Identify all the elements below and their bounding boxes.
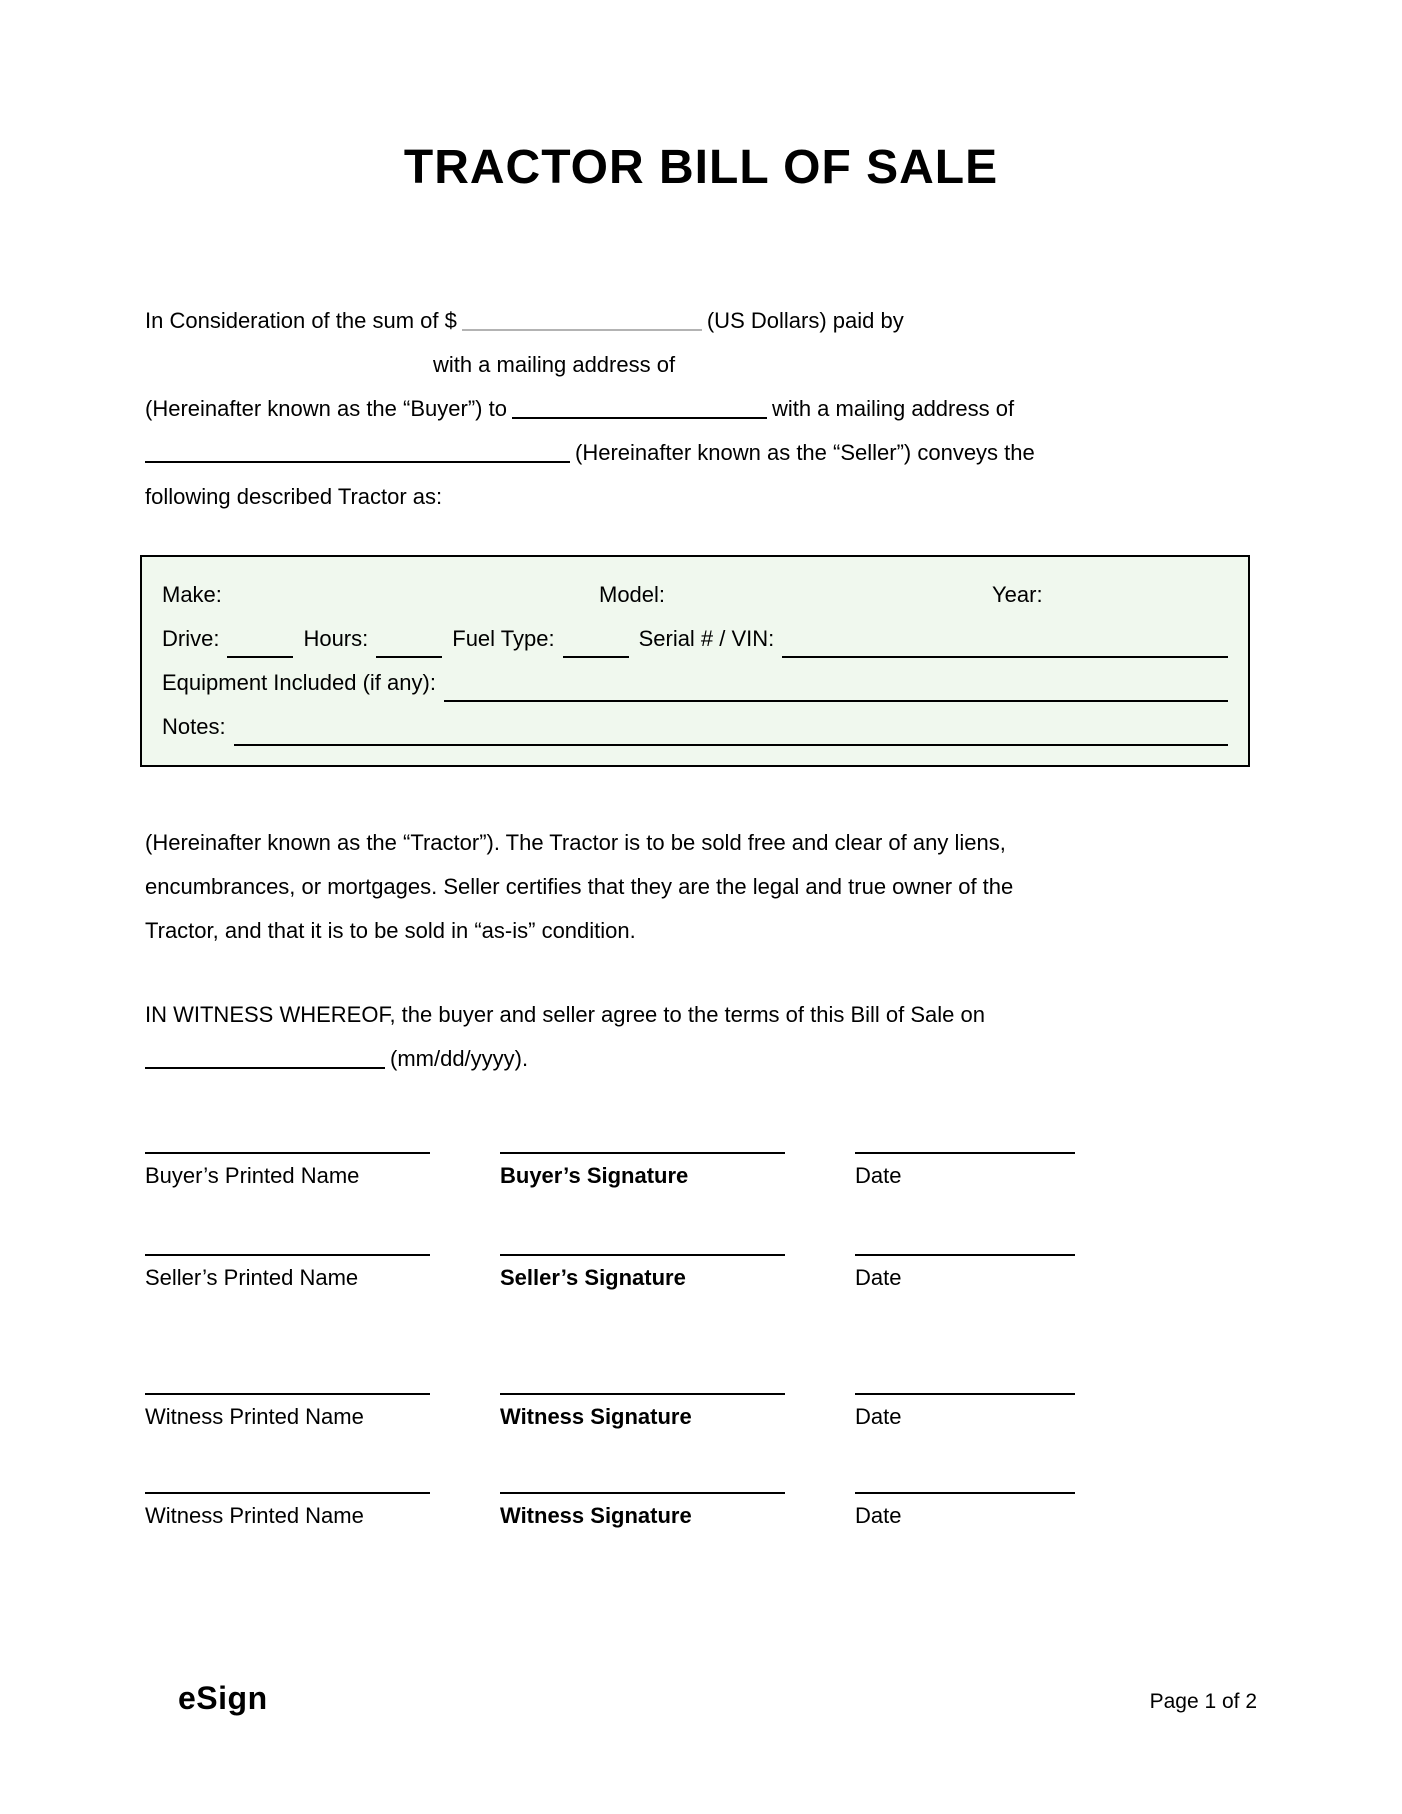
seller-date-label: Date bbox=[855, 1265, 902, 1290]
witness1-signature-line[interactable] bbox=[500, 1393, 785, 1395]
witness-line-2 bbox=[145, 1037, 1257, 1081]
witness2-printed-name-line[interactable] bbox=[145, 1492, 430, 1494]
hours-label: Hours: bbox=[303, 626, 369, 651]
page-number: Page 1 of 2 bbox=[1149, 1690, 1257, 1713]
notes-field[interactable] bbox=[234, 724, 1228, 746]
witness2-date-label: Date bbox=[855, 1503, 902, 1528]
page-title: TRACTOR BILL OF SALE bbox=[403, 141, 999, 194]
details-row-notes bbox=[162, 705, 1228, 749]
witness1-signature-cell bbox=[500, 1393, 785, 1430]
clause-line-2: encumbrances, or mortgages. Seller certifies that they are the legal and true owner of the bbox=[145, 874, 1014, 899]
seller-date-cell bbox=[855, 1254, 1075, 1291]
witness2-signature-cell bbox=[500, 1492, 785, 1529]
intro-line-1 bbox=[145, 299, 1257, 343]
witness1-printed-name-cell bbox=[145, 1393, 430, 1430]
witness1-printed-name-label: Witness Printed Name bbox=[145, 1404, 364, 1429]
serial-vin-label: Serial # / VIN: bbox=[638, 626, 775, 651]
hours-field[interactable] bbox=[376, 636, 442, 658]
witness2-signature-line[interactable] bbox=[500, 1492, 785, 1494]
witness-clause-paragraph bbox=[145, 993, 1257, 1081]
consideration-amount-field[interactable] bbox=[462, 329, 702, 331]
buyer-date-label: Date bbox=[855, 1163, 902, 1188]
witness1-date-line[interactable] bbox=[855, 1393, 1075, 1395]
witness2-date-line[interactable] bbox=[855, 1492, 1075, 1494]
witness2-signature-label: Witness Signature bbox=[500, 1503, 692, 1528]
intro-line-5: following described Tractor as: bbox=[145, 484, 443, 509]
intro-line-2: with a mailing address of bbox=[432, 352, 676, 377]
seller-printed-name-cell bbox=[145, 1254, 430, 1291]
serial-vin-field[interactable] bbox=[782, 636, 1228, 658]
seller-signature-cell bbox=[500, 1254, 785, 1291]
agreement-date-field[interactable] bbox=[145, 1067, 385, 1069]
witness1-printed-name-line[interactable] bbox=[145, 1393, 430, 1395]
make-label: Make: bbox=[162, 582, 222, 607]
buyer-date-cell bbox=[855, 1152, 1075, 1189]
equipment-label: Equipment Included (if any): bbox=[162, 670, 436, 695]
signature-row-witness-2 bbox=[145, 1492, 1075, 1529]
notes-label: Notes: bbox=[162, 714, 226, 739]
fuel-type-label: Fuel Type: bbox=[452, 626, 555, 651]
witness2-printed-name-label: Witness Printed Name bbox=[145, 1503, 364, 1528]
buyer-signature-cell bbox=[500, 1152, 785, 1189]
tractor-details-box bbox=[140, 555, 1250, 767]
witness-line-1: IN WITNESS WHEREOF, the buyer and seller agree to the terms of this Bill of Sale on bbox=[145, 1002, 985, 1027]
year-label: Year: bbox=[992, 582, 1043, 607]
seller-printed-name-label: Seller’s Printed Name bbox=[145, 1265, 359, 1290]
tractor-clause-paragraph bbox=[145, 821, 1257, 953]
model-label: Model: bbox=[599, 582, 666, 607]
buyer-printed-name-line[interactable] bbox=[145, 1152, 430, 1154]
intro-line-1-text: In Consideration of the sum of $ bbox=[145, 308, 457, 333]
witness2-date-cell bbox=[855, 1492, 1075, 1529]
intro-line-4 bbox=[145, 431, 1257, 475]
intro-line-1-text-after: (US Dollars) paid by bbox=[706, 308, 904, 333]
details-row-specs bbox=[162, 617, 1228, 661]
fuel-type-field[interactable] bbox=[563, 636, 629, 658]
buyer-date-line[interactable] bbox=[855, 1152, 1075, 1154]
signature-row-witness-1 bbox=[145, 1393, 1075, 1430]
signature-row-buyer bbox=[145, 1152, 1075, 1189]
equipment-field[interactable] bbox=[444, 680, 1228, 702]
seller-name-field[interactable] bbox=[512, 417, 767, 419]
esign-logo: eSign bbox=[178, 1680, 268, 1716]
seller-printed-name-line[interactable] bbox=[145, 1254, 430, 1256]
intro-line-3 bbox=[145, 387, 1257, 431]
details-row-equipment bbox=[162, 661, 1228, 705]
intro-paragraph bbox=[145, 299, 1257, 519]
clause-line-1: (Hereinafter known as the “Tractor”). The Tractor is to be sold free and clear of any liens, bbox=[145, 830, 1006, 855]
intro-line-3-text: (Hereinafter known as the “Buyer”) to bbox=[145, 396, 507, 421]
buyer-signature-label: Buyer’s Signature bbox=[500, 1163, 689, 1188]
intro-line-3-text-after: with a mailing address of bbox=[771, 396, 1015, 421]
buyer-printed-name-label: Buyer’s Printed Name bbox=[145, 1163, 360, 1188]
clause-line-3: Tractor, and that it is to be sold in “as-is” condition. bbox=[145, 918, 636, 943]
drive-field[interactable] bbox=[227, 636, 293, 658]
witness1-signature-label: Witness Signature bbox=[500, 1404, 692, 1429]
details-row-make-model-year bbox=[162, 573, 1228, 617]
buyer-printed-name-cell bbox=[145, 1152, 430, 1189]
witness1-date-label: Date bbox=[855, 1404, 902, 1429]
seller-address-field[interactable] bbox=[145, 461, 570, 463]
buyer-signature-line[interactable] bbox=[500, 1152, 785, 1154]
seller-signature-line[interactable] bbox=[500, 1254, 785, 1256]
witness2-printed-name-cell bbox=[145, 1492, 430, 1529]
witness-line-2-text: (mm/dd/yyyy). bbox=[390, 1046, 529, 1071]
signature-row-seller bbox=[145, 1254, 1075, 1291]
drive-label: Drive: bbox=[162, 626, 220, 651]
seller-date-line[interactable] bbox=[855, 1254, 1075, 1256]
seller-signature-label: Seller’s Signature bbox=[500, 1265, 686, 1290]
witness1-date-cell bbox=[855, 1393, 1075, 1430]
intro-line-4-text-after: (Hereinafter known as the “Seller”) conveys the bbox=[575, 440, 1035, 465]
